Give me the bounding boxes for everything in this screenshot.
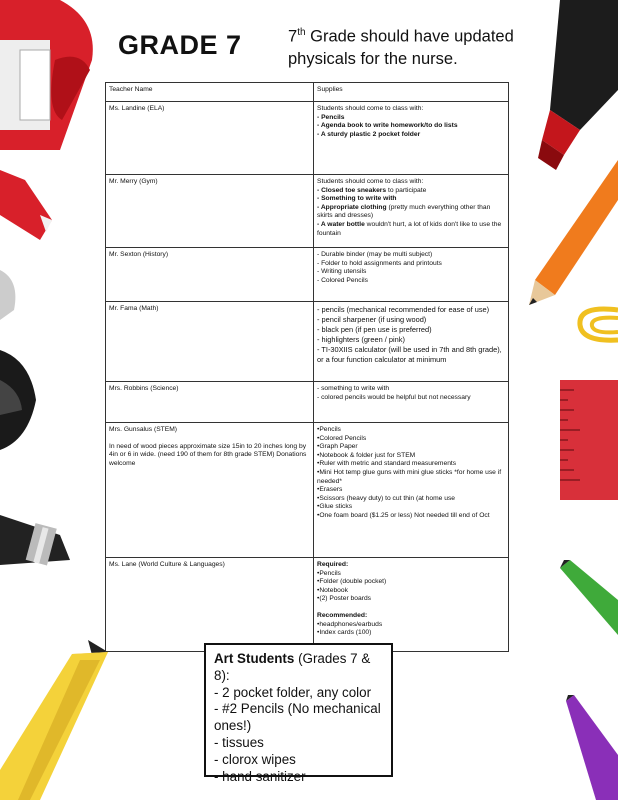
wood-donation-note: In need of wood pieces approximate size 15in to 20 inches long by 4in or 6 in wide. (need 190 of them for 8th grade STEM) Donations welcome	[109, 442, 307, 467]
list-item: - #2 Pencils (No mechanical ones!)	[214, 701, 381, 734]
supplies-cell: - something to write with - colored pencils would be helpful but not necessary	[314, 382, 509, 423]
ruler-icon	[560, 380, 618, 500]
eraser-icon	[0, 270, 30, 330]
art-students-box	[204, 643, 393, 784]
black-marker-icon	[0, 340, 40, 460]
column-header-teacher: Teacher Name	[106, 83, 314, 102]
purple-pencil-icon	[566, 695, 618, 800]
table-row	[106, 558, 509, 652]
orange-pencil-icon	[525, 160, 618, 310]
list-item: - hand sanitizer	[214, 768, 306, 784]
table-header-row	[106, 83, 509, 102]
table-row	[106, 423, 509, 558]
teacher-name: Ms. Lane (World Culture & Languages)	[106, 558, 314, 652]
stapler-icon	[0, 0, 100, 150]
page-title: GRADE 7	[118, 30, 242, 60]
green-pencil-icon	[560, 560, 618, 640]
art-box-heading: Art Students (Grades 7 & 8):	[214, 651, 371, 683]
paper-clip-icon	[568, 300, 618, 350]
supplies-cell: Students should come to class with: - Closed toe sneakers to participate - Something to write with - Appropriate clothing (pretty much everything other than skirts and dresses) - A water bottle wouldn't hurt, a lot of kids don't like to use the fountain	[314, 175, 509, 248]
nurse-physicals-note: 7th Grade should have updated physicals for the nurse.	[288, 27, 514, 68]
pen-icon	[0, 505, 80, 585]
supplies-cell: Required: •Pencils •Folder (double pocket) •Notebook •(2) Poster boards Recommended: •headphones/earbuds •Index cards (100)	[314, 558, 509, 652]
table-row	[106, 302, 509, 382]
list-item: - tissues	[214, 734, 264, 750]
teacher-name: Ms. Landine (ELA)	[106, 102, 314, 175]
table-row	[106, 248, 509, 302]
table-row	[106, 102, 509, 175]
black-marker-icon	[530, 0, 618, 175]
supplies-cell: - pencils (mechanical recommended for ease of use) - pencil sharpener (if using wood) - black pen (if pen use is preferred) - highlighters (green / pink) - TI-30XIIS calculator (will be used in 7th and 8th grade), or a four function calculator at minimum	[314, 302, 509, 382]
red-marker-icon	[0, 170, 60, 250]
teacher-name: Mrs. Robbins (Science)	[106, 382, 314, 423]
teacher-name: Mr. Fama (Math)	[106, 302, 314, 382]
teacher-name: Mrs. Gunsalus (STEM) In need of wood pieces approximate size 15in to 20 inches long by 4in or 6 in wide. (need 190 of them for 8th grade STEM) Donations welcome	[106, 423, 314, 558]
column-header-supplies: Supplies	[314, 83, 509, 102]
supplies-cell: •Pencils •Colored Pencils •Graph Paper •Notebook & folder just for STEM •Ruler with metric and standard measurements •Mini Hot temp glue guns with mini glue sticks *for home use if needed* •Erasers •Scissors (heavy duty) to cut thin (at home use •Glue sticks •One foam board ($1.25 or less) Not needed till end of Oct	[314, 423, 509, 558]
supplies-cell: Students should come to class with: - Pencils - Agenda book to write homework/to do lists - A sturdy plastic 2 pocket folder	[314, 102, 509, 175]
table-row	[106, 175, 509, 248]
list-item: - 2 pocket folder, any color	[214, 684, 372, 700]
teacher-name: Mr. Sexton (History)	[106, 248, 314, 302]
table-row	[106, 382, 509, 423]
yellow-pencil-icon	[0, 640, 110, 800]
teacher-name: Mr. Merry (Gym)	[106, 175, 314, 248]
list-item: - clorox wipes	[214, 751, 296, 767]
supplies-cell: - Durable binder (may be multi subject) - Folder to hold assignments and printouts - Writing utensils - Colored Pencils	[314, 248, 509, 302]
supplies-table	[105, 82, 509, 652]
